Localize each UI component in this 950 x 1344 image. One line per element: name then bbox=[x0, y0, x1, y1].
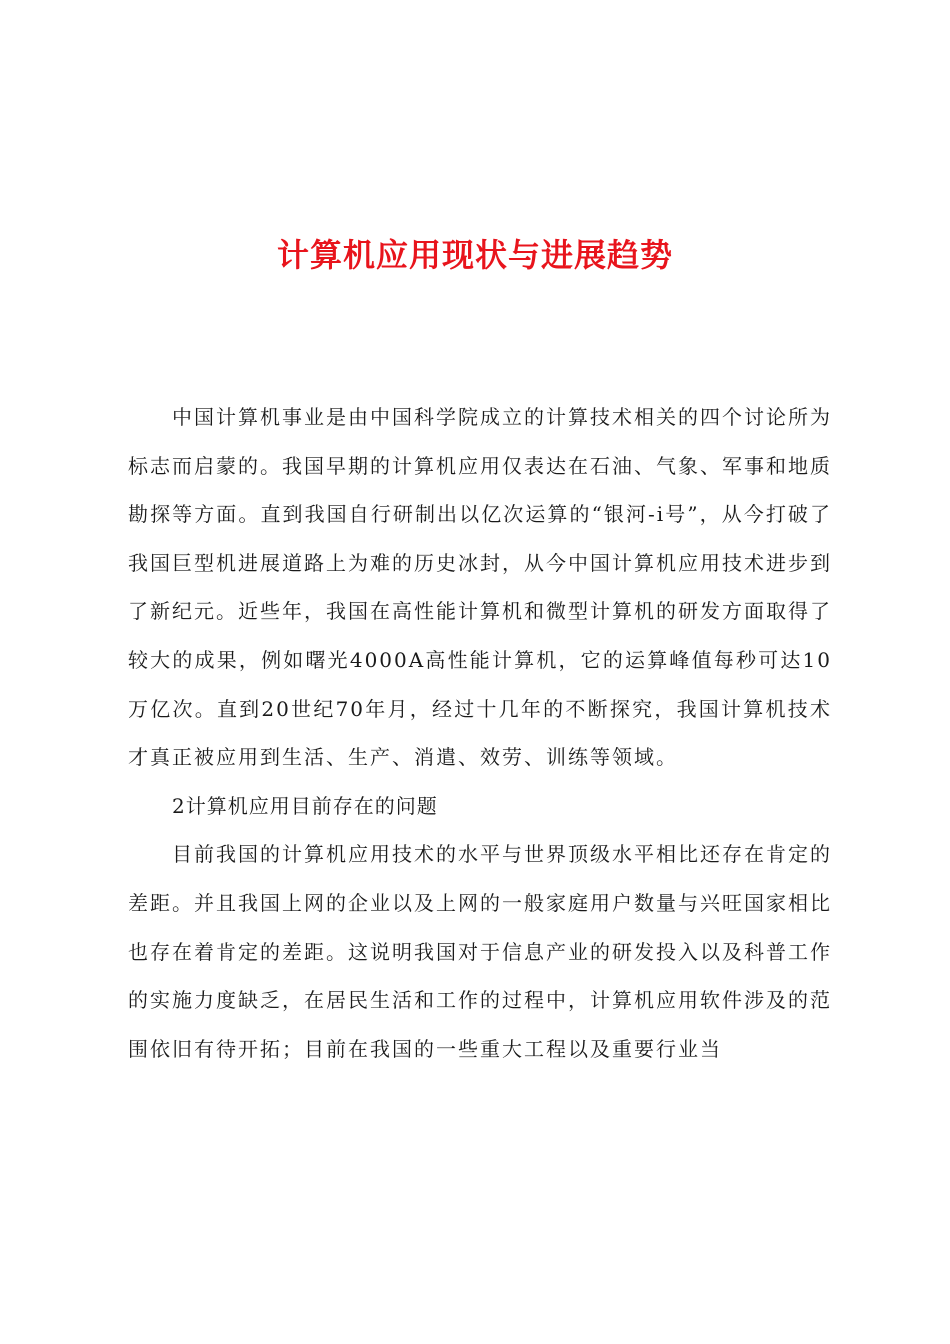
section-heading: 2计算机应用目前存在的问题 bbox=[172, 793, 438, 818]
body-paragraph: 目前我国的计算机应用技术的水平与世界顶级水平相比还存在肯定的差距。并且我国上网的企业以及上网的一般家庭用户数量与兴旺国家相比也存在着肯定的差距。这说明我国对于信息产业的研发投入以及科普工作的实施力度缺乏，在居民生活和工作的过程中，计算机应用软件涉及的范围依旧有待开拓；目前在我国的一些重大工程以及重要行业当 bbox=[128, 842, 832, 1061]
body-paragraph: 中国计算机事业是由中国科学院成立的计算技术相关的四个讨论所为标志而启蒙的。我国早期的计算机应用仅表达在石油、气象、军事和地质勘探等方面。直到我国自行研制出以亿次运算的“银河-i号”，从今打破了我国巨型机进展道路上为难的历史冰封，从今中国计算机应用技术进步到了新纪元。近些年，我国在高性能计算机和微型计算机的研发方面取得了较大的成果，例如曙光4000A高性能计算机，它的运算峰值每秒可达10万亿次。直到20世纪70年月，经过十几年的不断探究，我国计算机技术才真正被应用到生活、生产、消遣、效劳、训练等领域。 bbox=[128, 405, 832, 770]
document-body bbox=[128, 393, 832, 1073]
document-title: 计算机应用现状与进展趋势 bbox=[276, 236, 673, 275]
